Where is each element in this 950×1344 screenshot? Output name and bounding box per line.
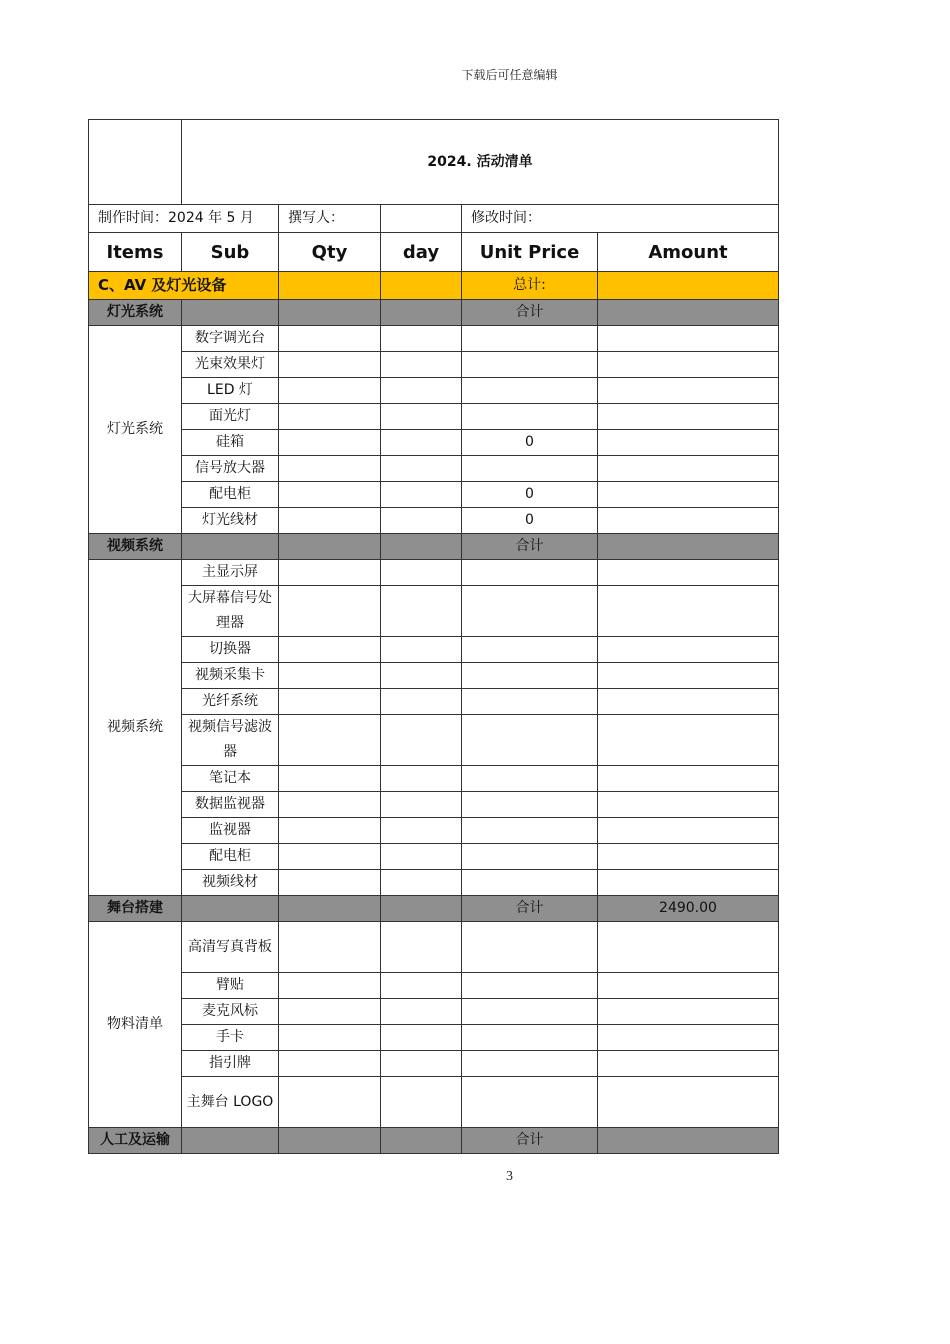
group-title: 灯光系统: [89, 300, 182, 326]
unit-price-cell: [462, 637, 598, 663]
unit-price-cell: [462, 922, 598, 973]
day-cell: [381, 352, 462, 378]
table-row: [89, 1051, 779, 1077]
sub-cell: 主舞台 LOGO: [182, 1077, 279, 1128]
header-note: 下载后可任意编辑: [461, 68, 558, 82]
section-row: [89, 272, 779, 300]
qty-cell: [279, 1051, 381, 1077]
made-time-cell: 制作时间：2024 年 5 月: [89, 205, 279, 233]
qty-cell: [279, 326, 381, 352]
amount-cell: [598, 663, 779, 689]
group-blank-cell: [381, 300, 462, 326]
unit-price-cell: [462, 586, 598, 637]
day-cell: [381, 792, 462, 818]
sub-cell: 灯光线材: [182, 508, 279, 534]
sub-cell: 配电柜: [182, 844, 279, 870]
qty-cell: [279, 1025, 381, 1051]
amount-cell: [598, 1077, 779, 1128]
table-row: [89, 637, 779, 663]
day-cell: [381, 715, 462, 766]
amount-cell: [598, 922, 779, 973]
day-cell: [381, 663, 462, 689]
group-blank-cell: [279, 300, 381, 326]
col-header-sub: Sub: [182, 233, 279, 272]
day-cell: [381, 586, 462, 637]
sub-cell: 光束效果灯: [182, 352, 279, 378]
section-blank-cell: [279, 272, 381, 300]
day-cell: [381, 456, 462, 482]
group-header-row: [89, 896, 779, 922]
group-blank-cell: [182, 534, 279, 560]
writer-cell: 撰写人：: [279, 205, 381, 233]
table-row: [89, 689, 779, 715]
sub-cell: 臂贴: [182, 973, 279, 999]
table-row: [89, 766, 779, 792]
amount-cell: [598, 560, 779, 586]
qty-cell: [279, 637, 381, 663]
group-title: 人工及运输: [89, 1128, 182, 1154]
qty-cell: [279, 844, 381, 870]
amount-cell: [598, 844, 779, 870]
qty-cell: [279, 378, 381, 404]
amount-cell: [598, 586, 779, 637]
sub-cell: 主显示屏: [182, 560, 279, 586]
day-cell: [381, 482, 462, 508]
section-total-label: 总计:: [462, 272, 598, 300]
table-row: [89, 973, 779, 999]
group-blank-cell: [182, 300, 279, 326]
amount-cell: [598, 326, 779, 352]
sub-cell: 手卡: [182, 1025, 279, 1051]
group-header-row: [89, 1128, 779, 1154]
qty-cell: [279, 352, 381, 378]
sub-cell: 大屏幕信号处理器: [182, 586, 279, 637]
amount-cell: [598, 973, 779, 999]
table-row: [89, 404, 779, 430]
amount-cell: [598, 352, 779, 378]
day-cell: [381, 560, 462, 586]
col-header-qty: Qty: [279, 233, 381, 272]
title-blank-cell: [89, 120, 182, 205]
unit-price-cell: [462, 378, 598, 404]
sub-cell: 信号放大器: [182, 456, 279, 482]
col-header-unit-price: Unit Price: [462, 233, 598, 272]
unit-price-cell: [462, 818, 598, 844]
modified-time-cell: 修改时间：: [462, 205, 779, 233]
group-total-label: 合计: [462, 896, 598, 922]
qty-cell: [279, 663, 381, 689]
day-cell: [381, 870, 462, 896]
day-cell: [381, 404, 462, 430]
sub-cell: 光纤系统: [182, 689, 279, 715]
day-cell: [381, 1077, 462, 1128]
table-row: [89, 818, 779, 844]
qty-cell: [279, 1077, 381, 1128]
sub-cell: 配电柜: [182, 482, 279, 508]
group-total-label: 合计: [462, 534, 598, 560]
table-row: [89, 482, 779, 508]
table-row: [89, 586, 779, 637]
day-cell: [381, 508, 462, 534]
qty-cell: [279, 430, 381, 456]
day-cell: [381, 844, 462, 870]
day-cell: [381, 1025, 462, 1051]
sub-cell: 高清写真背板: [182, 922, 279, 973]
qty-cell: [279, 689, 381, 715]
document-title: 2024. 活动清单: [182, 120, 779, 205]
table-row: [89, 999, 779, 1025]
qty-cell: [279, 560, 381, 586]
group-blank-cell: [182, 896, 279, 922]
group-total-label: 合计: [462, 300, 598, 326]
amount-cell: [598, 792, 779, 818]
unit-price-cell: [462, 844, 598, 870]
table-row: [89, 508, 779, 534]
amount-cell: [598, 818, 779, 844]
group-total-amount: [598, 1128, 779, 1154]
activity-list-table: [88, 119, 779, 1154]
unit-price-cell: [462, 689, 598, 715]
sub-cell: 面光灯: [182, 404, 279, 430]
day-cell: [381, 766, 462, 792]
amount-cell: [598, 715, 779, 766]
table-row: [89, 1077, 779, 1128]
category-cell: 灯光系统: [89, 326, 182, 534]
day-cell: [381, 689, 462, 715]
amount-cell: [598, 430, 779, 456]
table-row: [89, 663, 779, 689]
col-header-amount: Amount: [598, 233, 779, 272]
col-header-items: Items: [89, 233, 182, 272]
group-blank-cell: [381, 896, 462, 922]
table-row: [89, 715, 779, 766]
amount-cell: [598, 482, 779, 508]
meta-row: [89, 205, 779, 233]
amount-cell: [598, 870, 779, 896]
sub-cell: 笔记本: [182, 766, 279, 792]
unit-price-cell: [462, 404, 598, 430]
unit-price-cell: [462, 1077, 598, 1128]
qty-cell: [279, 766, 381, 792]
qty-cell: [279, 586, 381, 637]
unit-price-cell: [462, 663, 598, 689]
unit-price-cell: [462, 973, 598, 999]
group-blank-cell: [279, 534, 381, 560]
day-cell: [381, 973, 462, 999]
section-blank-cell: [381, 272, 462, 300]
amount-cell: [598, 766, 779, 792]
sub-cell: 数字调光台: [182, 326, 279, 352]
amount-cell: [598, 378, 779, 404]
table-row: [89, 352, 779, 378]
category-cell: 物料清单: [89, 922, 182, 1128]
amount-cell: [598, 1025, 779, 1051]
table-row: [89, 560, 779, 586]
unit-price-cell: [462, 326, 598, 352]
group-total-amount: 2490.00: [598, 896, 779, 922]
table-row: [89, 922, 779, 973]
table-row: [89, 870, 779, 896]
unit-price-cell: [462, 870, 598, 896]
amount-cell: [598, 1051, 779, 1077]
qty-cell: [279, 870, 381, 896]
group-blank-cell: [381, 534, 462, 560]
qty-cell: [279, 508, 381, 534]
qty-cell: [279, 922, 381, 973]
group-total-amount: [598, 300, 779, 326]
qty-cell: [279, 792, 381, 818]
unit-price-cell: [462, 999, 598, 1025]
qty-cell: [279, 404, 381, 430]
sub-cell: 麦克风标: [182, 999, 279, 1025]
day-cell: [381, 1051, 462, 1077]
qty-cell: [279, 818, 381, 844]
unit-price-cell: [462, 560, 598, 586]
day-cell: [381, 818, 462, 844]
day-cell: [381, 637, 462, 663]
sub-cell: 视频线材: [182, 870, 279, 896]
group-title: 舞台搭建: [89, 896, 182, 922]
sub-cell: 数据监视器: [182, 792, 279, 818]
page-number: 3: [506, 1169, 513, 1184]
qty-cell: [279, 999, 381, 1025]
unit-price-cell: [462, 792, 598, 818]
table-row: [89, 1025, 779, 1051]
unit-price-cell: 0: [462, 508, 598, 534]
qty-cell: [279, 456, 381, 482]
title-row: [89, 120, 779, 205]
table-row: [89, 844, 779, 870]
sub-cell: 切换器: [182, 637, 279, 663]
unit-price-cell: [462, 715, 598, 766]
column-header-row: [89, 233, 779, 272]
day-cell: [381, 378, 462, 404]
table-row: [89, 378, 779, 404]
day-cell: [381, 922, 462, 973]
writer-value-cell: [381, 205, 462, 233]
unit-price-cell: [462, 1025, 598, 1051]
unit-price-cell: 0: [462, 430, 598, 456]
section-total-value: [598, 272, 779, 300]
unit-price-cell: 0: [462, 482, 598, 508]
amount-cell: [598, 689, 779, 715]
sub-cell: 视频采集卡: [182, 663, 279, 689]
unit-price-cell: [462, 1051, 598, 1077]
sub-cell: 视频信号滤波器: [182, 715, 279, 766]
sub-cell: 硅箱: [182, 430, 279, 456]
qty-cell: [279, 973, 381, 999]
group-blank-cell: [182, 1128, 279, 1154]
col-header-day: day: [381, 233, 462, 272]
unit-price-cell: [462, 766, 598, 792]
unit-price-cell: [462, 456, 598, 482]
qty-cell: [279, 715, 381, 766]
group-total-label: 合计: [462, 1128, 598, 1154]
sub-cell: 指引牌: [182, 1051, 279, 1077]
category-cell: 视频系统: [89, 560, 182, 896]
unit-price-cell: [462, 352, 598, 378]
sub-cell: LED 灯: [182, 378, 279, 404]
day-cell: [381, 326, 462, 352]
day-cell: [381, 430, 462, 456]
group-blank-cell: [279, 896, 381, 922]
group-blank-cell: [279, 1128, 381, 1154]
amount-cell: [598, 404, 779, 430]
group-total-amount: [598, 534, 779, 560]
group-title: 视频系统: [89, 534, 182, 560]
section-title: C、AV 及灯光设备: [89, 272, 279, 300]
group-blank-cell: [381, 1128, 462, 1154]
amount-cell: [598, 508, 779, 534]
amount-cell: [598, 999, 779, 1025]
table-row: [89, 430, 779, 456]
table-row: [89, 792, 779, 818]
amount-cell: [598, 456, 779, 482]
qty-cell: [279, 482, 381, 508]
amount-cell: [598, 637, 779, 663]
group-header-row: [89, 300, 779, 326]
day-cell: [381, 999, 462, 1025]
table-row: [89, 326, 779, 352]
sub-cell: 监视器: [182, 818, 279, 844]
group-header-row: [89, 534, 779, 560]
table-row: [89, 456, 779, 482]
